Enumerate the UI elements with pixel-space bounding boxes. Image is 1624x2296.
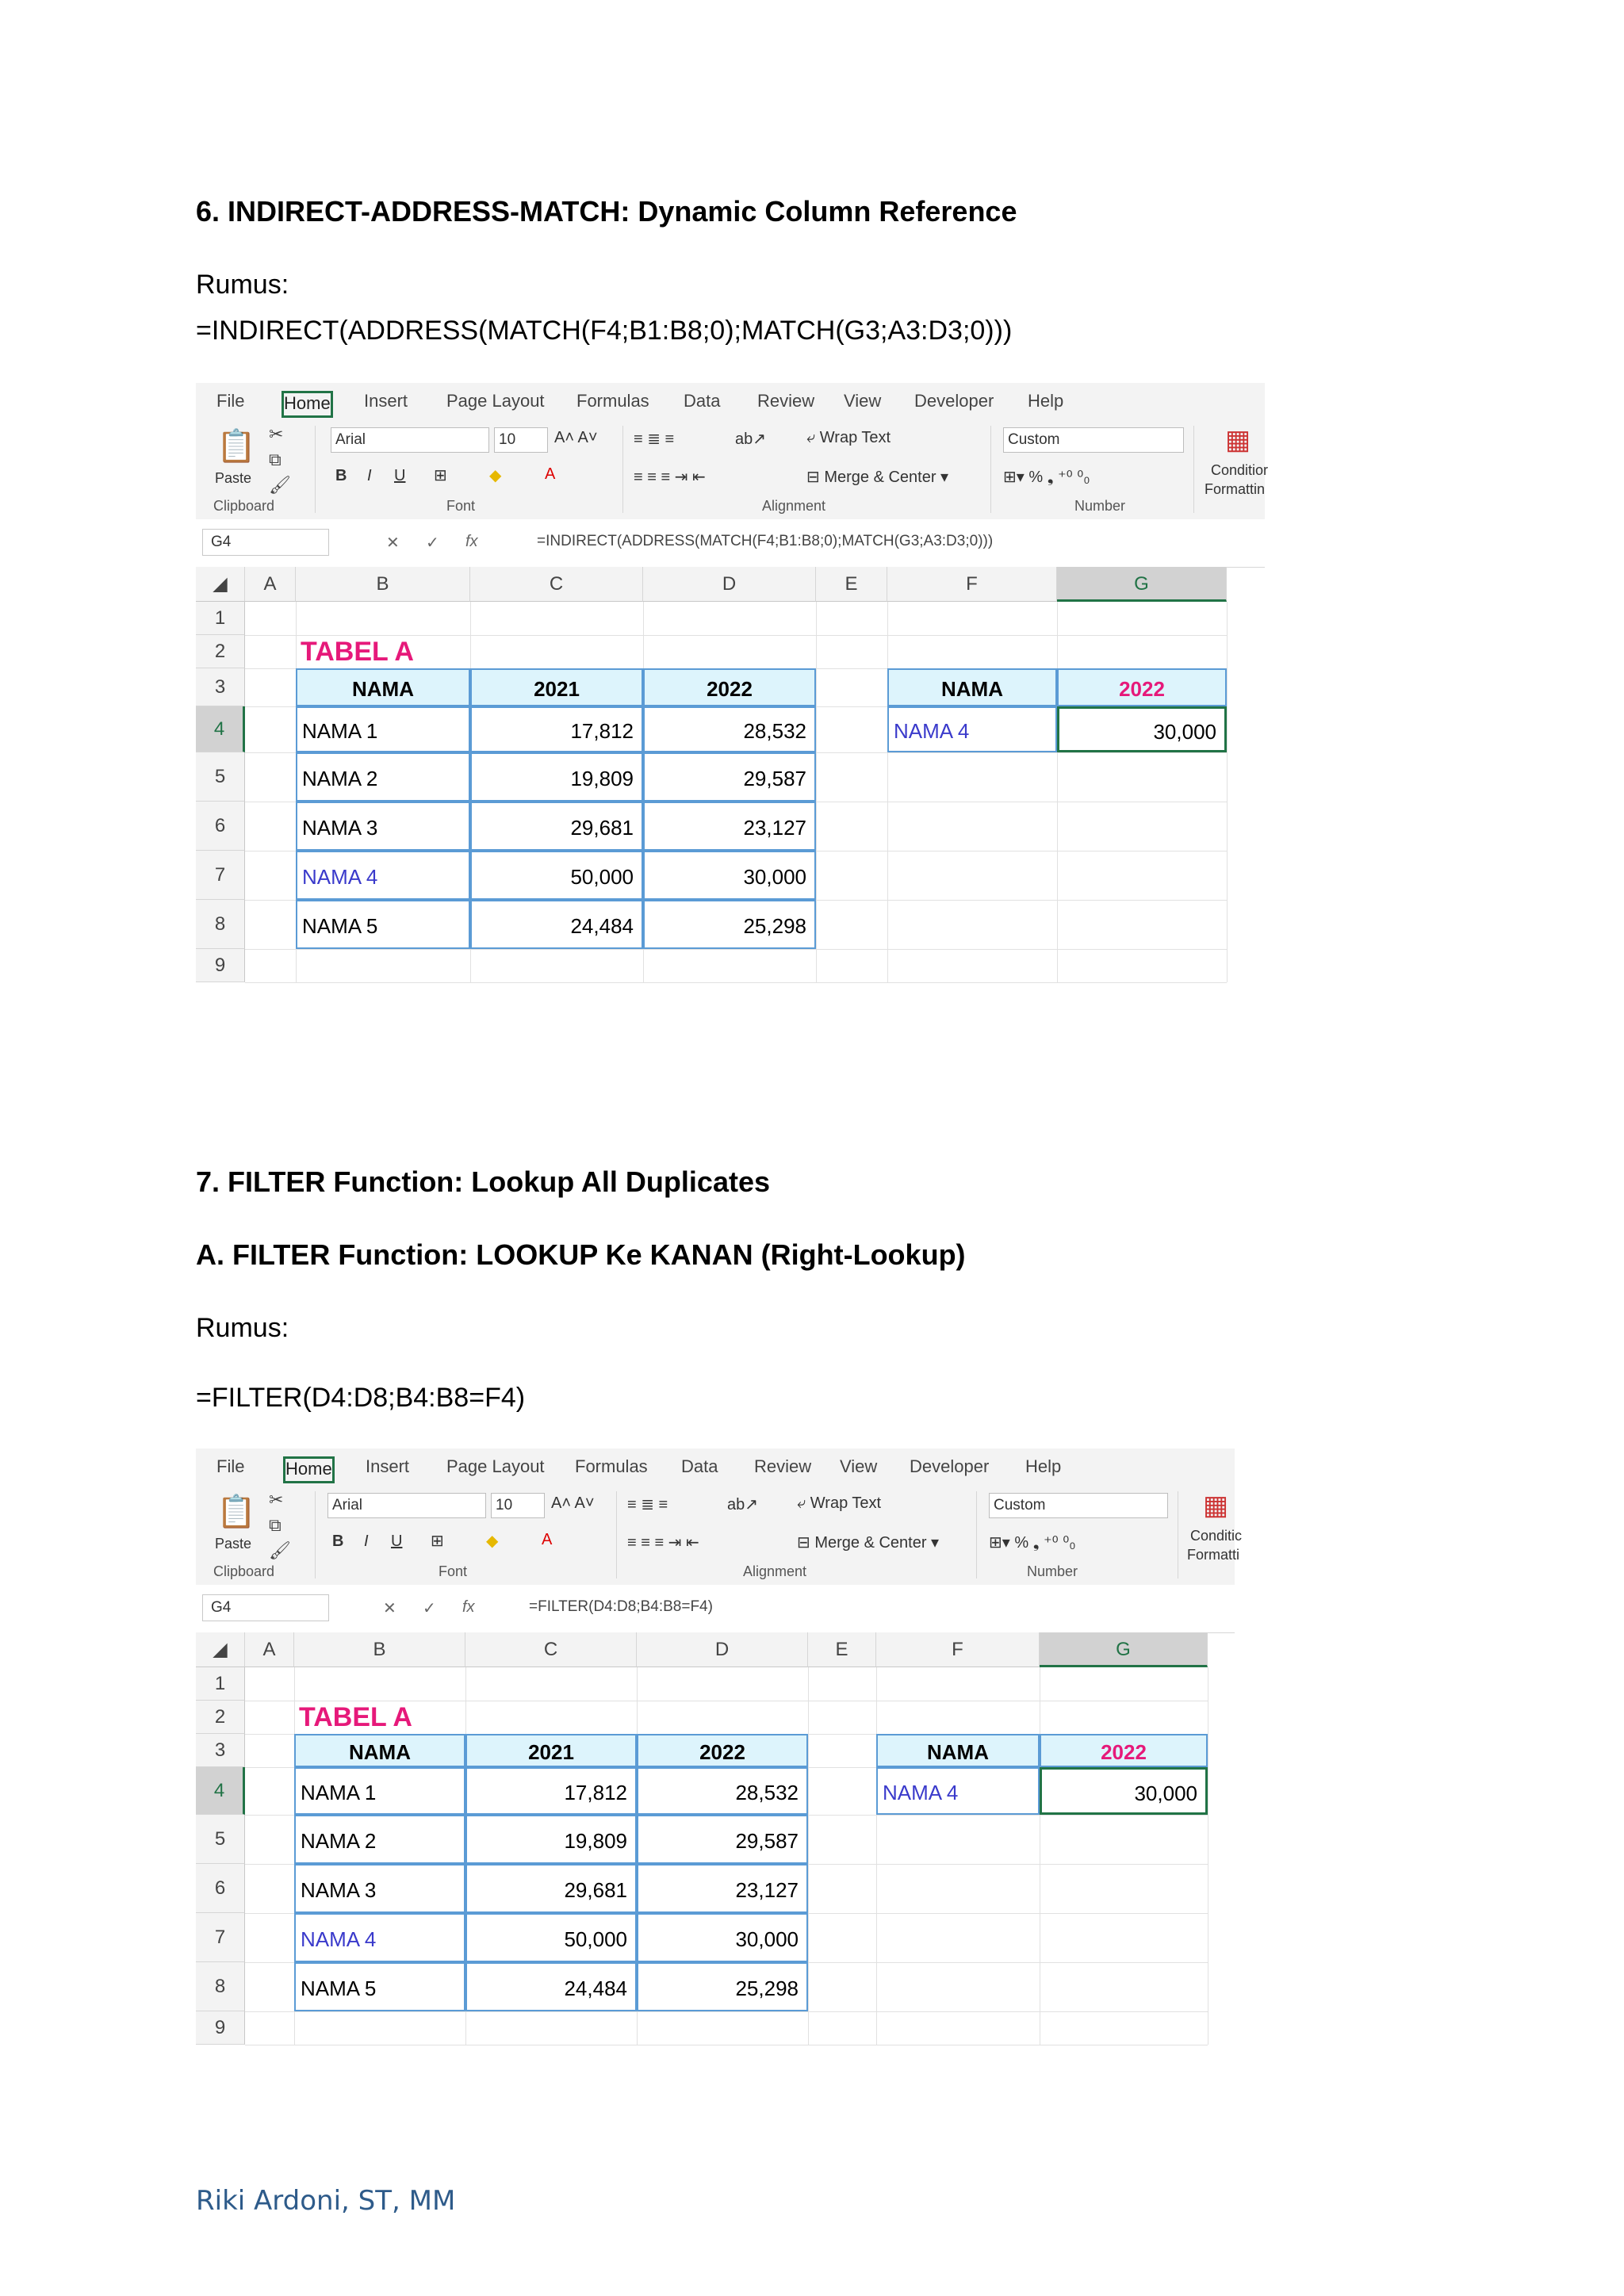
conditional-formatting-label[interactable]: Conditior — [1211, 462, 1269, 478]
increase-font-icon[interactable]: A˄ A˅ — [551, 1494, 595, 1512]
conditional-formatting-icon[interactable]: ▦ — [1225, 425, 1251, 455]
row-header-6[interactable]: 6 — [196, 802, 245, 851]
lookup-header-year[interactable]: 2022 — [1040, 1734, 1208, 1767]
align-top-icon[interactable]: ≡ ≣ ≡ — [627, 1496, 668, 1513]
table-name-cell[interactable]: NAMA 1 — [296, 706, 470, 752]
wrap-text-button[interactable]: ⤶ Wrap Text — [797, 1494, 882, 1512]
table-name-cell[interactable]: NAMA 2 — [294, 1815, 465, 1864]
format-painter-icon[interactable]: 🖌 — [269, 475, 291, 495]
section-7a-subheading: A. FILTER Function: LOOKUP Ke KANAN (Right-Lookup) — [196, 1238, 966, 1271]
ribbon — [196, 418, 1269, 520]
function-icon[interactable]: fx — [462, 1598, 475, 1616]
copy-icon[interactable]: ⧉ — [269, 450, 282, 469]
tab-help[interactable]: Help — [1025, 1456, 1062, 1476]
column-header-c[interactable]: C — [465, 1632, 637, 1667]
bold-icon[interactable]: B — [335, 467, 347, 484]
align-left-icon[interactable]: ≡ ≡ ≡ ⇥ ⇤ — [634, 469, 706, 486]
number-format-select[interactable]: Custom — [989, 1493, 1168, 1518]
tab-developer[interactable]: Developer — [914, 391, 994, 411]
group-font: Font — [446, 498, 476, 514]
conditional-formatting-label[interactable]: Conditic — [1190, 1528, 1243, 1544]
table-value-cell[interactable]: 28,532 — [643, 706, 816, 752]
fill-color-icon[interactable]: ◆ — [486, 1533, 499, 1550]
row-header-4[interactable]: 4 — [196, 1767, 245, 1815]
confirm-icon[interactable]: ✓ — [426, 534, 439, 552]
lookup-header-name[interactable]: NAMA — [876, 1734, 1040, 1767]
table-name-cell[interactable]: NAMA 4 — [296, 851, 470, 900]
table-value-cell[interactable]: 29,587 — [643, 752, 816, 802]
tab-view[interactable]: View — [844, 391, 882, 411]
table-value-cell[interactable]: 17,812 — [465, 1767, 637, 1815]
font-size-select[interactable]: 10 — [491, 1493, 545, 1518]
tab-review[interactable]: Review — [754, 1456, 812, 1476]
formula-bar-2 — [196, 1585, 1235, 1633]
table-value-cell[interactable]: 29,587 — [637, 1815, 808, 1864]
column-header-g[interactable]: G — [1040, 1632, 1208, 1667]
column-header-g[interactable]: G — [1057, 567, 1227, 602]
formula-input[interactable]: =INDIRECT(ADDRESS(MATCH(F4;B1:B8;0);MATCH(G3;A3:D3;0))) — [537, 533, 994, 549]
table-name-cell[interactable]: NAMA 5 — [296, 900, 470, 949]
italic-icon[interactable]: I — [367, 467, 372, 484]
lookup-name-cell[interactable]: NAMA 4 — [876, 1767, 1040, 1815]
row-header-6[interactable]: 6 — [196, 1864, 245, 1913]
font-color-icon[interactable]: A — [545, 465, 556, 483]
tab-data[interactable]: Data — [684, 391, 721, 411]
select-all-corner[interactable]: ◢ — [196, 567, 245, 602]
group-font: Font — [439, 1563, 468, 1579]
tab-insert[interactable]: Insert — [364, 391, 408, 411]
row-header-4[interactable]: 4 — [196, 706, 245, 752]
formula-input[interactable]: =FILTER(D4:D8;B4:B8=F4) — [529, 1598, 713, 1615]
cut-icon[interactable]: ✂ — [269, 1490, 284, 1510]
currency-percent-icon[interactable]: ⊞▾ % ❟ ⁺⁰ ⁰₀ — [1003, 469, 1090, 486]
conditional-formatting-label-2[interactable]: Formattin — [1205, 481, 1266, 497]
group-alignment: Alignment — [743, 1563, 807, 1579]
font-name-select[interactable]: Arial — [331, 427, 489, 453]
row-header-5[interactable]: 5 — [196, 1815, 245, 1864]
lookup-result-cell[interactable]: 30,000 — [1057, 706, 1227, 752]
column-header-e[interactable]: E — [808, 1632, 876, 1667]
row-header-8[interactable]: 8 — [196, 1962, 245, 2011]
paste-label[interactable]: Paste — [215, 1536, 252, 1552]
merge-center-button[interactable]: ⊟ Merge & Center ▾ — [797, 1534, 940, 1552]
table-header-cell[interactable]: 2021 — [470, 668, 643, 706]
cancel-icon[interactable]: ✕ — [386, 534, 400, 552]
table-header-cell[interactable]: NAMA — [296, 668, 470, 706]
table-value-cell[interactable]: 29,681 — [465, 1864, 637, 1913]
row-header-8[interactable]: 8 — [196, 900, 245, 949]
font-name-select[interactable]: Arial — [327, 1493, 486, 1518]
borders-icon[interactable]: ⊞ — [434, 467, 447, 484]
row-header-9[interactable]: 9 — [196, 2011, 245, 2045]
paste-icon[interactable]: 📋 — [216, 1494, 256, 1529]
column-header-d[interactable]: D — [643, 567, 816, 602]
table-header-cell[interactable]: 2022 — [643, 668, 816, 706]
row-header-5[interactable]: 5 — [196, 752, 245, 802]
row-header-2[interactable]: 2 — [196, 635, 245, 668]
table-value-cell[interactable]: 24,484 — [465, 1962, 637, 2011]
column-header-f[interactable]: F — [876, 1632, 1040, 1667]
tab-review[interactable]: Review — [757, 391, 815, 411]
table-value-cell[interactable]: 29,681 — [470, 802, 643, 851]
table-value-cell[interactable]: 24,484 — [470, 900, 643, 949]
currency-percent-icon[interactable]: ⊞▾ % ❟ ⁺⁰ ⁰₀ — [989, 1534, 1076, 1552]
tab-formulas[interactable]: Formulas — [575, 1456, 648, 1476]
group-number: Number — [1074, 498, 1126, 514]
tab-file[interactable]: File — [216, 1456, 245, 1476]
tab-file[interactable]: File — [216, 391, 245, 411]
increase-font-icon[interactable]: A˄ A˅ — [554, 429, 598, 446]
conditional-formatting-icon[interactable]: ▦ — [1203, 1490, 1229, 1521]
confirm-icon[interactable]: ✓ — [423, 1600, 436, 1617]
row-header-1[interactable]: 1 — [196, 1667, 245, 1701]
group-number: Number — [1027, 1563, 1078, 1579]
lookup-header-name[interactable]: NAMA — [887, 668, 1057, 706]
tab-view[interactable]: View — [840, 1456, 878, 1476]
ribbon-2 — [196, 1483, 1243, 1586]
table-value-cell[interactable]: 50,000 — [470, 851, 643, 900]
table-name-cell[interactable]: NAMA 2 — [296, 752, 470, 802]
column-header-f[interactable]: F — [887, 567, 1057, 602]
tab-help[interactable]: Help — [1028, 391, 1064, 411]
font-size-select[interactable]: 10 — [494, 427, 548, 453]
table-value-cell[interactable]: 23,127 — [643, 802, 816, 851]
table-title[interactable]: TABEL A — [299, 1702, 412, 1732]
font-color-icon[interactable]: A — [542, 1531, 553, 1548]
table-name-cell[interactable]: NAMA 1 — [294, 1767, 465, 1815]
column-header-e[interactable]: E — [816, 567, 887, 602]
table-value-cell[interactable]: 25,298 — [643, 900, 816, 949]
column-header-a[interactable]: A — [245, 1632, 294, 1667]
number-format-select[interactable]: Custom — [1003, 427, 1184, 453]
rumus-label: Rumus: — [196, 270, 289, 300]
cancel-icon[interactable]: ✕ — [383, 1600, 396, 1617]
table-value-cell[interactable]: 30,000 — [637, 1913, 808, 1962]
worksheet-grid-2[interactable] — [196, 1632, 1235, 2087]
table-value-cell[interactable]: 19,809 — [465, 1815, 637, 1864]
table-name-cell[interactable]: NAMA 3 — [294, 1864, 465, 1913]
row-header-9[interactable]: 9 — [196, 949, 245, 982]
tab-data[interactable]: Data — [681, 1456, 718, 1476]
table-name-cell[interactable]: NAMA 4 — [294, 1913, 465, 1962]
name-box[interactable]: G4 — [202, 529, 329, 556]
table-value-cell[interactable]: 28,532 — [637, 1767, 808, 1815]
table-value-cell[interactable]: 23,127 — [637, 1864, 808, 1913]
italic-icon[interactable]: I — [364, 1533, 369, 1550]
orientation-icon[interactable]: ab↗ — [727, 1496, 759, 1513]
table-header-cell[interactable]: 2021 — [465, 1734, 637, 1767]
tab-developer[interactable]: Developer — [910, 1456, 990, 1476]
formula-bar — [196, 519, 1265, 568]
paste-icon[interactable]: 📋 — [216, 429, 256, 464]
row-header-3[interactable]: 3 — [196, 668, 245, 706]
rumus-label-2: Rumus: — [196, 1313, 289, 1343]
section-7-heading: 7. FILTER Function: Lookup All Duplicates — [196, 1165, 770, 1198]
table-title[interactable]: TABEL A — [301, 637, 414, 667]
copy-icon[interactable]: ⧉ — [269, 1515, 282, 1535]
bold-icon[interactable]: B — [332, 1533, 344, 1550]
tab-home[interactable]: Home — [282, 391, 333, 418]
section-6-heading: 6. INDIRECT-ADDRESS-MATCH: Dynamic Column Reference — [196, 195, 1017, 228]
ribbon-tabs-2 — [196, 1448, 1235, 1483]
borders-icon[interactable]: ⊞ — [431, 1533, 444, 1550]
underline-icon[interactable]: U — [394, 467, 406, 484]
group-clipboard: Clipboard — [213, 498, 275, 514]
table-value-cell[interactable]: 19,809 — [470, 752, 643, 802]
table-name-cell[interactable]: NAMA 3 — [296, 802, 470, 851]
underline-icon[interactable]: U — [391, 1533, 403, 1550]
lookup-result-cell[interactable]: 30,000 — [1040, 1767, 1208, 1815]
table-value-cell[interactable]: 50,000 — [465, 1913, 637, 1962]
worksheet-grid[interactable] — [196, 567, 1265, 1041]
orientation-icon[interactable]: ab↗ — [735, 430, 767, 448]
tab-page-layout[interactable]: Page Layout — [446, 1456, 545, 1476]
formula-text: =INDIRECT(ADDRESS(MATCH(F4;B1:B8;0);MATCH(G3;A3:D3;0))) — [196, 316, 1013, 346]
name-box[interactable]: G4 — [202, 1594, 329, 1621]
row-header-7[interactable]: 7 — [196, 851, 245, 900]
formula-text-2: =FILTER(D4:D8;B4:B8=F4) — [196, 1383, 526, 1413]
function-icon[interactable]: fx — [465, 533, 478, 550]
ribbon-tabs — [196, 383, 1265, 418]
column-header-c[interactable]: C — [470, 567, 643, 602]
select-all-corner[interactable]: ◢ — [196, 1632, 245, 1667]
paste-label[interactable]: Paste — [215, 470, 252, 486]
cut-icon[interactable]: ✂ — [269, 424, 284, 444]
merge-center-button[interactable]: ⊟ Merge & Center ▾ — [806, 469, 949, 486]
table-value-cell[interactable]: 30,000 — [643, 851, 816, 900]
fill-color-icon[interactable]: ◆ — [489, 467, 502, 484]
wrap-text-button[interactable]: ⤶ Wrap Text — [806, 429, 891, 446]
table-header-cell[interactable]: 2022 — [637, 1734, 808, 1767]
excel-screenshot-2 — [196, 1448, 1243, 2087]
conditional-formatting-label-2[interactable]: Formatti — [1187, 1547, 1240, 1563]
group-alignment: Alignment — [762, 498, 826, 514]
column-header-a[interactable]: A — [245, 567, 296, 602]
group-clipboard: Clipboard — [213, 1563, 275, 1579]
row-header-2[interactable]: 2 — [196, 1701, 245, 1734]
row-header-7[interactable]: 7 — [196, 1913, 245, 1962]
format-painter-icon[interactable]: 🖌 — [269, 1540, 291, 1560]
align-left-icon[interactable]: ≡ ≡ ≡ ⇥ ⇤ — [627, 1534, 699, 1552]
excel-screenshot-1 — [196, 383, 1269, 1041]
tab-home[interactable]: Home — [283, 1456, 335, 1483]
tab-insert[interactable]: Insert — [366, 1456, 410, 1476]
row-header-1[interactable]: 1 — [196, 602, 245, 635]
table-name-cell[interactable]: NAMA 5 — [294, 1962, 465, 2011]
footer-author: Riki Ardoni, ST, MM — [196, 2185, 456, 2217]
row-header-3[interactable]: 3 — [196, 1734, 245, 1767]
table-value-cell[interactable]: 25,298 — [637, 1962, 808, 2011]
column-header-b[interactable]: B — [296, 567, 470, 602]
column-header-d[interactable]: D — [637, 1632, 808, 1667]
lookup-header-year[interactable]: 2022 — [1057, 668, 1227, 706]
column-header-b[interactable]: B — [294, 1632, 465, 1667]
tab-page-layout[interactable]: Page Layout — [446, 391, 545, 411]
table-value-cell[interactable]: 17,812 — [470, 706, 643, 752]
tab-formulas[interactable]: Formulas — [576, 391, 649, 411]
table-header-cell[interactable]: NAMA — [294, 1734, 465, 1767]
align-top-icon[interactable]: ≡ ≣ ≡ — [634, 430, 675, 448]
lookup-name-cell[interactable]: NAMA 4 — [887, 706, 1057, 752]
